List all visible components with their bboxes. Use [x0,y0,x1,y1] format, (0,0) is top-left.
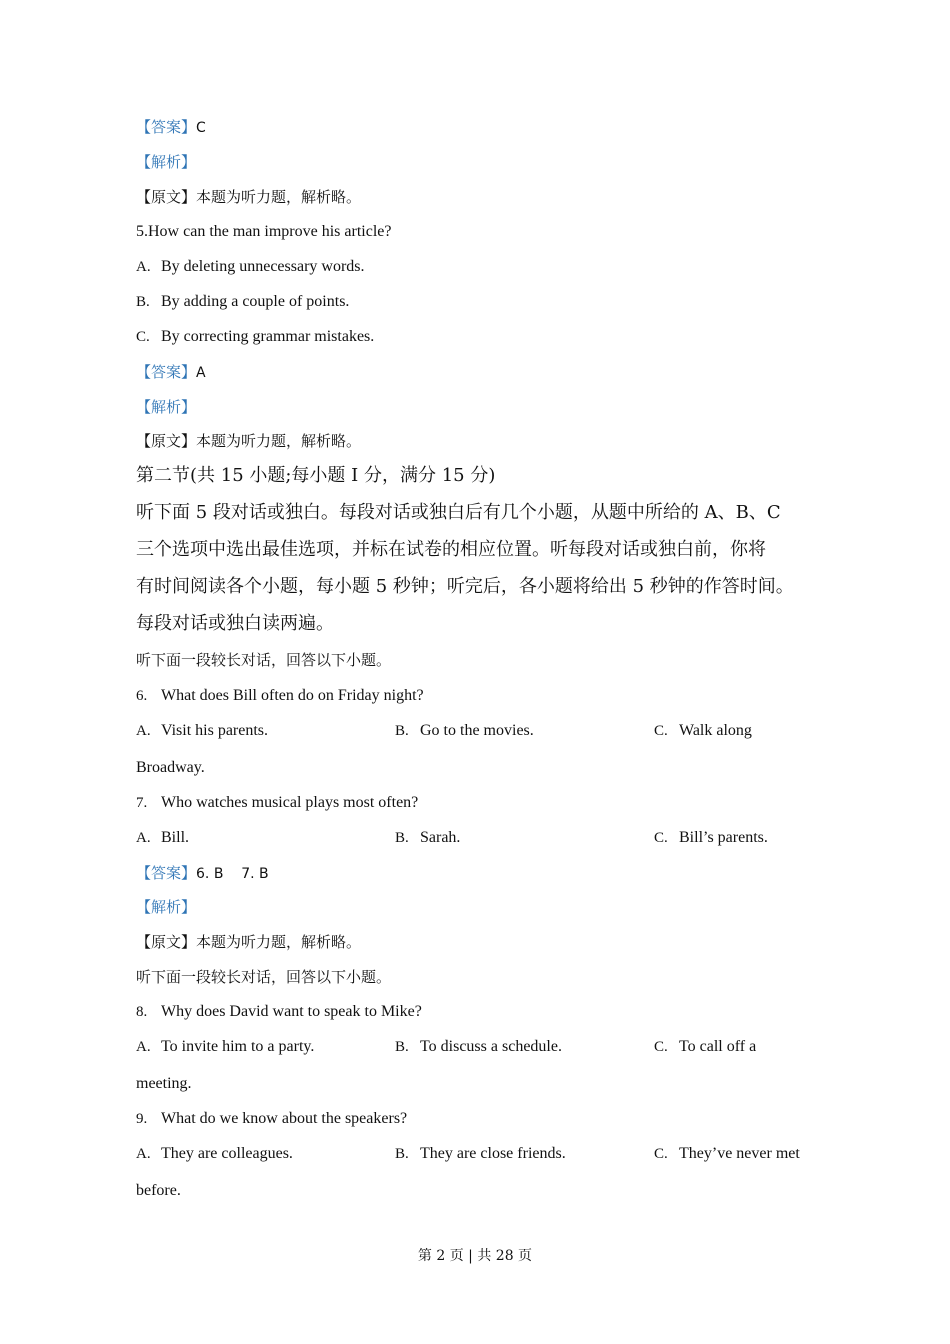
group-intro: 听下面一段较长对话，回答以下小题。 [136,968,392,986]
question-text: What do we know about the speakers? [161,1110,408,1127]
section-title: 第二节(共 15 小题;每小题 I 分，满分 15 分) [136,465,496,486]
original-text: 本题为听力题，解析略。 [196,432,362,450]
option-b [395,828,460,848]
page-footer: 第 2 页 | 共 28 页 [417,1248,533,1264]
option-text: To discuss a schedule. [420,1038,562,1055]
instruction-line: 听下面 5 段对话或独白。每段对话或独白后有几个小题，从题中所给的 A、B、C [136,502,781,523]
option-label: C. [654,1146,668,1162]
option-wrap: before. [136,1182,181,1199]
option-b [395,721,534,741]
instruction-line: 每段对话或独白读两遍。 [136,613,334,634]
option-a [136,721,268,741]
question-stem [136,1109,407,1129]
option-a [136,257,365,277]
option-label: C. [654,830,668,846]
option-a [136,1144,293,1164]
option-b [136,292,349,312]
option-text: By correcting grammar mistakes. [161,328,375,345]
option-text: Bill’s parents. [679,829,768,846]
question-stem [136,686,424,706]
question-text: Who watches musical plays most often? [161,794,419,811]
original-line [136,932,361,952]
option-c [654,1037,756,1057]
answer-tag: 【答案】 [136,363,197,381]
option-text: Sarah. [420,829,461,846]
option-wrap: meeting. [136,1075,192,1092]
option-text: They are colleagues. [161,1145,293,1162]
original-text: 本题为听力题，解析略。 [196,933,362,951]
option-label: C. [654,723,668,739]
question-text: What does Bill often do on Friday night? [161,687,424,704]
option-label: A. [136,259,151,275]
option-label: C. [654,1039,668,1055]
answer-value: A [196,365,206,381]
option-label: B. [395,830,409,846]
option-label: B. [395,1146,409,1162]
question-stem [136,793,418,813]
option-a [136,828,189,848]
analysis-tag: 【解析】 [136,153,197,171]
option-label: B. [136,294,150,310]
answer-line [136,863,269,884]
option-text: Visit his parents. [161,722,269,739]
option-label: A. [136,1146,151,1162]
answer-tag: 【答案】 [136,864,197,882]
question-number: 9. [136,1111,148,1127]
option-text: By adding a couple of points. [161,293,350,310]
option-c [654,721,752,741]
option-b [395,1037,562,1057]
option-text: To invite him to a party. [161,1038,315,1055]
option-label: A. [136,723,151,739]
option-c [136,327,374,347]
question-stem: 5.How can the man improve his article? [136,223,392,240]
option-a [136,1037,314,1057]
question-text: Why does David want to speak to Mike? [161,1003,422,1020]
original-tag: 【原文】 [136,432,197,450]
question-number: 8. [136,1004,148,1020]
answer-line [136,362,206,383]
option-text: Bill. [161,829,190,846]
option-label: C. [136,329,150,345]
option-text: They are close friends. [420,1145,566,1162]
option-label: B. [395,1039,409,1055]
option-wrap: Broadway. [136,759,205,776]
analysis-tag: 【解析】 [136,398,197,416]
option-label: A. [136,830,151,846]
option-text: Go to the movies. [420,722,534,739]
option-text: Walk along [679,722,752,739]
original-line [136,431,361,451]
option-text: They’ve never met [679,1145,800,1162]
option-label: B. [395,723,409,739]
option-label: A. [136,1039,151,1055]
original-tag: 【原文】 [136,933,197,951]
instruction-line: 三个选项中选出最佳选项，并标在试卷的相应位置。听每段对话或独白前，你将 [136,539,766,560]
option-text: To call off a [679,1038,757,1055]
original-line [136,187,361,207]
question-stem [136,1002,422,1022]
option-c [654,828,768,848]
answer-value: 6. B 7. B [196,866,269,882]
original-text: 本题为听力题，解析略。 [196,188,362,206]
question-number: 6. [136,688,148,704]
option-text: By deleting unnecessary words. [161,258,365,275]
question-number: 7. [136,795,148,811]
group-intro: 听下面一段较长对话，回答以下小题。 [136,651,392,669]
answer-tag: 【答案】 [136,118,197,136]
option-b [395,1144,566,1164]
answer-value: C [196,120,206,136]
analysis-tag: 【解析】 [136,898,197,916]
option-c [654,1144,800,1164]
instruction-line: 有时间阅读各个小题，每小题 5 秒钟；听完后，各小题将给出 5 秒钟的作答时间。 [136,576,794,597]
original-tag: 【原文】 [136,188,197,206]
answer-line [136,117,206,138]
